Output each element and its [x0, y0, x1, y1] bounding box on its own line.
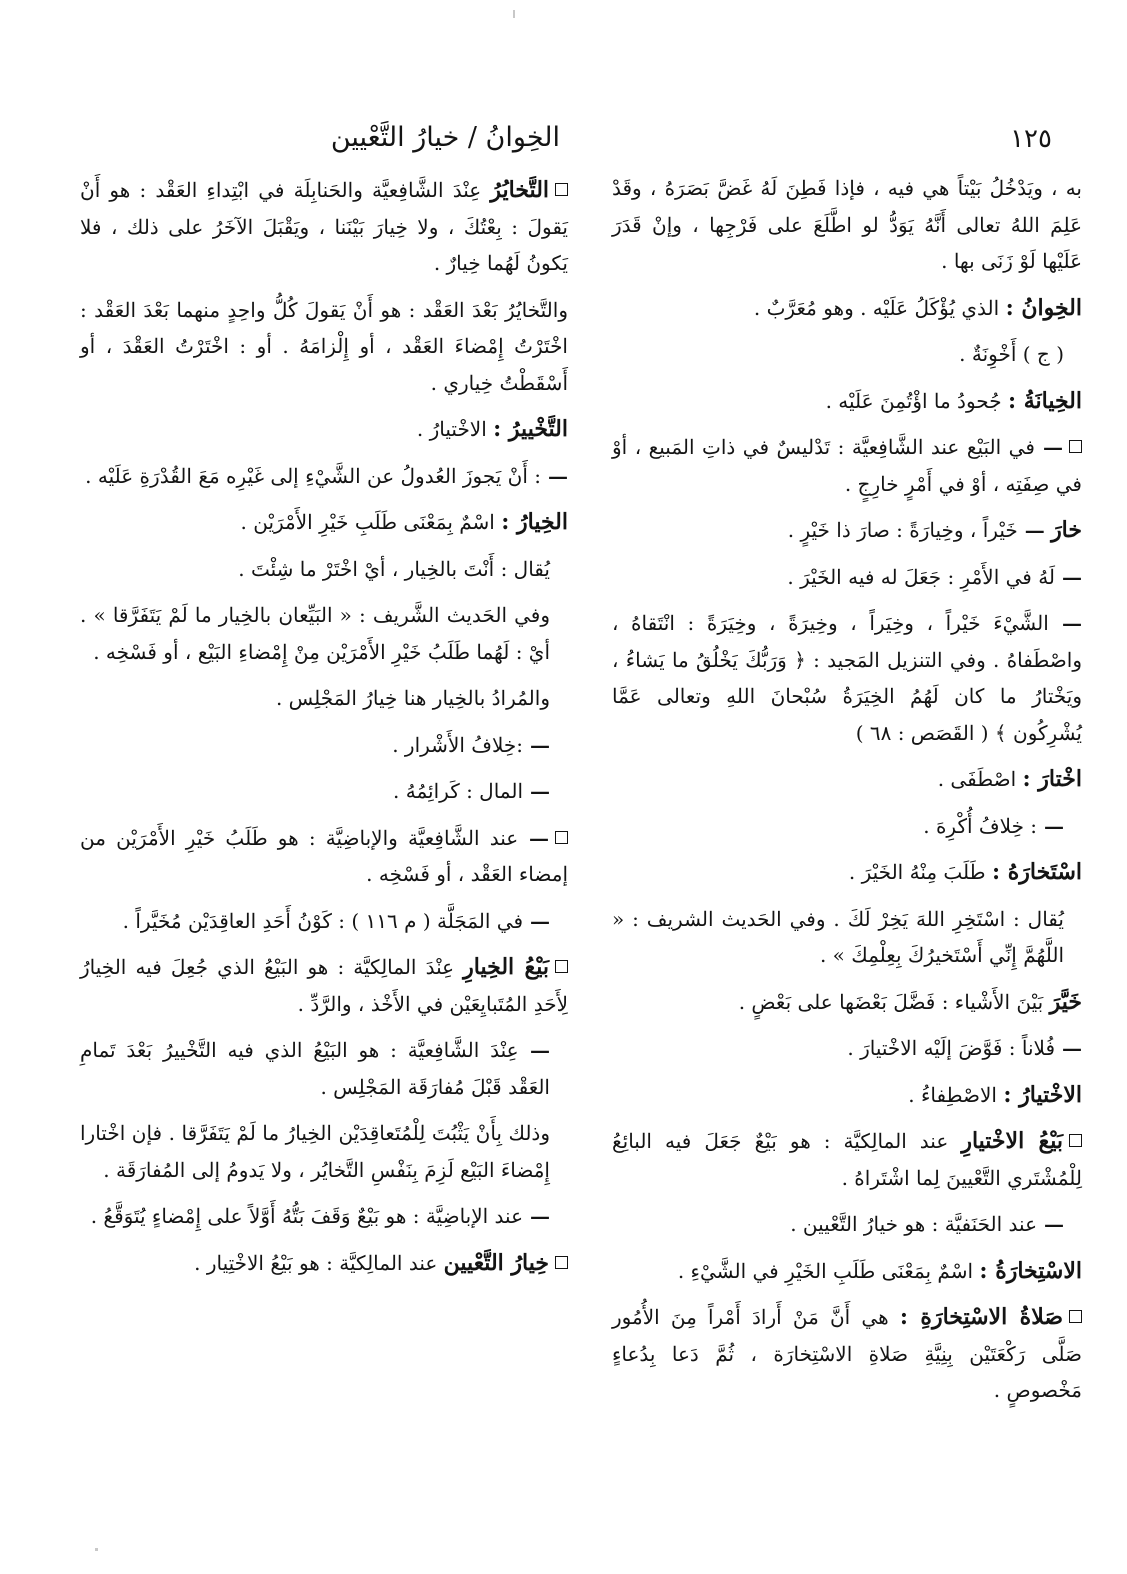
dictionary-entry: [612, 1206, 1082, 1243]
repeat-dash-icon: —: [1037, 1212, 1064, 1236]
definition-text: لَهُ في الأَمْرِ : جَعَلَ له فيه الخَيْرَ .: [787, 564, 1056, 589]
headword: خَيَّرَ: [1049, 988, 1082, 1015]
definition-text: عند الشَّافِعيَّة والإباضِيَّة : هو طَلَبُ خَيْرِ الأَمْرَيْن من إمضاء العَقْد ، أو فَسْخِه .: [80, 825, 568, 886]
headword: الاسْتِخارَةُ :: [979, 1257, 1082, 1284]
dictionary-entry: [612, 336, 1082, 373]
repeat-dash-icon: —: [523, 779, 550, 803]
dictionary-entry: [612, 984, 1082, 1021]
headword: التَّخايُرُ: [490, 177, 550, 203]
dictionary-entry: [80, 820, 568, 893]
dictionary-entry: [80, 949, 568, 1022]
dictionary-entry: [612, 901, 1082, 974]
repeat-dash-icon: —: [523, 908, 550, 933]
dictionary-entry: [80, 1032, 568, 1105]
dictionary-entry: [80, 597, 568, 670]
headword: بَيْعُ الاخْتيارِ: [961, 1128, 1064, 1154]
definition-text: في المَجَلَّة ( م ١١٦ ) : كَوْنُ أَحَدِ العاقِدَيْن مُخَيَّراً .: [122, 908, 524, 933]
headword: التَّخْييرُ :: [493, 416, 568, 442]
repeat-dash-icon: —: [1017, 518, 1045, 542]
scan-mark: [513, 10, 515, 18]
headword: الخِيارُ :: [501, 509, 568, 535]
dictionary-entry: [80, 292, 568, 402]
definition-text: :خِلافُ الأَشْرار .: [392, 732, 524, 757]
right-column: [612, 170, 1082, 1419]
dictionary-entry: [612, 512, 1082, 549]
dictionary-entry: [612, 290, 1082, 327]
definition-text: هي أَنَّ مَنْ أَرادَ أَمْراً مِنَ الأُمُور صَلَّى رَكْعَتَيْن بِنِيَّةِ صَلاةِ الاسْتِخارَة ، ثُمَّ دَعا بِدُعاءٍ مَخْصوصٍ .: [612, 1305, 1082, 1402]
dictionary-entry: [612, 1123, 1082, 1196]
dictionary-entry: [612, 1253, 1082, 1290]
dictionary-entry: [80, 680, 568, 717]
square-bullet-icon: [1069, 1310, 1082, 1323]
repeat-dash-icon: —: [541, 463, 568, 488]
definition-text: عند الحَنَفيَّة : هو خيارُ التَّعْيين .: [790, 1212, 1038, 1236]
square-bullet-icon: [555, 960, 568, 973]
dictionary-entry: [80, 727, 568, 764]
dictionary-entry: [612, 854, 1082, 891]
dictionary-entry: [612, 1030, 1082, 1067]
definition-text: وفي الحَديث الشَّريف : « البَيِّعان بالخِيار ما لَمْ يَتَفَرَّقا » . أيْ : لَهُما طَلَبُ خَيْرِ الأَمْرَيْن مِنْ إِمْضاءِ البَيْع ، أو فَسْخِه .: [80, 603, 550, 664]
headword: اخْتارَ :: [1022, 766, 1082, 792]
repeat-dash-icon: —: [1037, 813, 1064, 838]
headword: الخِيانَةُ :: [1007, 387, 1082, 414]
dictionary-entry: [80, 411, 568, 448]
dictionary-entry: [80, 172, 568, 282]
definition-text: جُحودُ ما اؤْتُمِنَ عَلَيْه .: [825, 388, 1002, 413]
headword: خارَ: [1051, 517, 1082, 543]
square-bullet-icon: [555, 183, 568, 196]
definition-text: الشَّيْءَ خَيْراً ، وخِيَراً ، وخِيرَةً ، وخِيَرَةً : انْتَقاهُ ، واصْطَفاهُ . وفي التنزيل المَجيد : ﴿ وَرَبُّكَ يَخْلُقُ ما يَشاءُ ، ويَخْتارُ ما كان لَهُمُ الخِيَرَةُ سُبْحانَ اللهِ وتعالى عَمَّا يُشْرِكُون ﴾ ( القَصَص : ٦٨ ): [612, 611, 1082, 745]
left-column: [80, 172, 568, 1291]
dictionary-entry: [612, 559, 1082, 596]
square-bullet-icon: [1069, 1134, 1082, 1147]
dictionary-entry: [612, 1077, 1082, 1114]
dictionary-entry: [80, 551, 568, 588]
definition-text: اسْمٌ بِمَعْنَى طَلَبِ خَيْرِ الأَمْرَيْن .: [240, 510, 495, 534]
headword: صَلاةُ الاسْتِخارَةِ :: [899, 1304, 1064, 1330]
definition-text: الاخْتيارُ .: [416, 417, 487, 441]
definition-text: اسْمٌ بِمَعْنَى طَلَبِ الخَيْرِ في الشَّيْءِ .: [677, 1258, 974, 1283]
definition-text: المال : كَرائِمُهُ .: [393, 779, 524, 803]
repeat-dash-icon: —: [518, 825, 549, 850]
dictionary-entry: [80, 903, 568, 940]
definition-text: : أَنْ يَجوزَ العُدولُ عن الشَّيْءِ إلى غَيْرِه مَعَ القُدْرَةِ عَلَيْه .: [85, 463, 542, 488]
repeat-dash-icon: —: [523, 732, 550, 757]
definition-text: فُلاناً : فَوَّضَ إلَيْه الاخْتيارَ .: [847, 1036, 1056, 1060]
dictionary-entry: [612, 761, 1082, 798]
scan-mark: [95, 1548, 98, 1551]
dictionary-entry: [80, 1245, 568, 1282]
definition-text: الذي يُؤْكَلُ عَلَيْه . وهو مُعَرَّبٌ .: [753, 295, 1000, 320]
running-head: الخِوانُ / خيارُ التَّعْيين: [330, 122, 560, 153]
definition-text: ( ج ) أَخْوِنَةٌ .: [959, 342, 1064, 366]
definition-text: طَلَبَ مِنْهُ الخَيْرَ .: [848, 860, 986, 884]
definition-text: والمُرادُ بالخِيار هنا خِيارُ المَجْلِس .: [275, 686, 550, 710]
definition-text: في البَيْع عند الشَّافِعيَّة : تَدْليسٌ في ذاتِ المَبيع ، أوْ في صِفَتِه ، أوْ في أَمْرٍ خارِجٍ .: [612, 435, 1082, 496]
definition-text: : خِلافُ أُكْرِهَ .: [923, 813, 1038, 838]
definition-text: عند المالِكيَّة : هو بَيْعٌ جَعَلَ فيه البائِعُ لِلْمُشْتَري التَّعْيينَ لِما اشْتَراهُ .: [612, 1129, 1082, 1190]
dictionary-entry: [612, 383, 1082, 420]
dictionary-entry: [612, 170, 1082, 280]
repeat-dash-icon: —: [523, 1204, 550, 1228]
definition-text: الاصْطِفاءُ .: [908, 1082, 997, 1107]
headword: الاخْتيارُ :: [1003, 1081, 1082, 1108]
dictionary-entry: [612, 429, 1082, 502]
headword: الخِوانُ :: [1005, 294, 1082, 321]
definition-text: عند الإباضِيَّة : هو بَيْعٌ وَقَفَ بَتُّهُ أَوَّلاً على إِمْضاءٍ يُتَوَقَّعُ .: [90, 1204, 524, 1228]
definition-text: به ، ويَدْخُلُ بَيْتاً هي فيه ، فإذا فَطِنَ لَهُ غَضَّ بَصَرَهُ ، وقَدْ عَلِمَ اللهُ تعالى أَنَّهُ يَوَدُّ لو اطَّلَعَ على فَرْجِها ، وإنْ قَدَرَ عَلَيْها لَوْ زَنَى بها .: [612, 176, 1082, 273]
definition-text: والتَّخايُرُ بَعْدَ العَقْد : هو أَنْ يَقولَ كُلُّ واحِدٍ منهما بَعْدَ العَقْد : اخْتَرْتُ إِمْضاءَ العَقْد ، أو إِلْزامَهُ . أو : اخْتَرْتُ العَقْدَ ، أو أَسْقَطْتُ خِياري .: [80, 297, 568, 395]
repeat-dash-icon: —: [518, 1038, 551, 1062]
dictionary-entry: [80, 1115, 568, 1188]
dictionary-entry: [80, 458, 568, 495]
square-bullet-icon: [555, 1256, 568, 1269]
definition-text: اصْطَفَى .: [937, 767, 1017, 791]
square-bullet-icon: [1069, 440, 1082, 453]
definition-text: وذلك بِأَنْ يَثْبُتَ لِلْمُتَعاقِدَيْن الخِيارُ ما لَمْ يَتَفَرَّقا . فإن اخْتارا إِمْضاءَ البَيْع لَزِمَ بِنَفْسِ التَّخايُر ، ولا يَدومُ إلى المُفارَقَة .: [80, 1121, 550, 1182]
headword: بَيْعُ الخِيارِ: [463, 954, 550, 980]
definition-text: عند المالِكيَّة : هو بَيْعُ الاخْتِيار .: [194, 1250, 438, 1275]
dictionary-entry: [80, 1198, 568, 1235]
dictionary-entry: [80, 773, 568, 810]
definition-text: عِنْدَ الشَّافِعيَّة والحَنابِلَة في ابْتِداءِ العَقْد : هو أَنْ يَقولَ : بِعْتُكَ ، ولا خِيارَ بَيْنَنا ، ويَقْبَلَ الآخَرُ على ذلك ، فلا يَكونُ لَهُما خِيارٌ .: [80, 178, 568, 275]
definition-text: عِنْدَ المالِكيَّة : هو البَيْعُ الذي جُعِلَ فيه الخِيارُ لِأَحَدِ المُتَبايِعَيْن في الأَخْذ ، والرَّدِّ .: [80, 955, 568, 1016]
dictionary-entry: [612, 1299, 1082, 1409]
definition-text: يُقال : أَنْتَ بالخِيار ، أيْ اخْتَرْ ما شِئْتَ .: [238, 556, 550, 581]
headword: خِيارُ التَّعْيين: [443, 1249, 549, 1276]
dictionary-entry: [612, 605, 1082, 751]
repeat-dash-icon: —: [1055, 564, 1082, 589]
headword: اسْتَخارَهُ :: [991, 859, 1082, 885]
square-bullet-icon: [555, 831, 568, 844]
repeat-dash-icon: —: [1034, 435, 1063, 459]
definition-text: يُقال : اسْتَخِرِ اللهَ يَخِرْ لَكَ . وفي الحَديث الشريف : « اللَّهُمَّ إِنِّي أَسْتَخيرُكَ بِعِلْمِكَ » .: [612, 906, 1064, 967]
dictionary-entry: [80, 504, 568, 541]
definition-text: خَيْراً ، وخِيارَةً : صارَ ذا خَيْرٍ .: [787, 518, 1018, 542]
dictionary-entry: [612, 808, 1082, 845]
repeat-dash-icon: —: [1055, 1036, 1082, 1060]
definition-text: عِنْدَ الشَّافِعيَّة : هو البَيْعُ الذي فيه التَّخْييرُ بَعْدَ تَمامِ العَقْد قَبْلَ مُفارَقَة المَجْلِس .: [80, 1038, 550, 1099]
repeat-dash-icon: —: [1048, 611, 1083, 635]
page-number: ١٢٥: [1010, 124, 1052, 154]
definition-text: بَيْنَ الأَشْياء : فَضَّلَ بَعْضَها على بَعْضٍ .: [738, 989, 1044, 1014]
